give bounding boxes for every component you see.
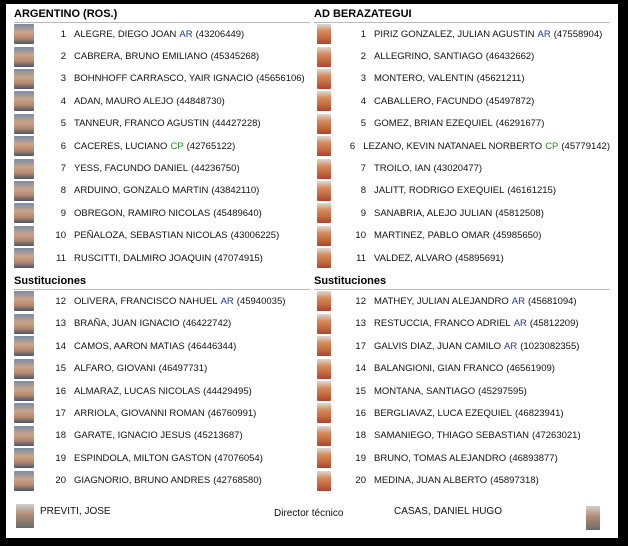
player-photo <box>317 91 331 111</box>
player-photo <box>14 114 34 134</box>
player-id: (43842110) <box>211 185 260 197</box>
player-number: 6 <box>60 140 66 152</box>
player-photo <box>14 136 34 156</box>
player-number: 19 <box>355 452 366 464</box>
player-row <box>314 447 610 469</box>
substitutions-title: Sustituciones <box>14 273 310 290</box>
player-number: 13 <box>355 318 366 330</box>
player-number: 12 <box>355 295 366 307</box>
player-photo <box>317 24 331 44</box>
player-id: (46291677) <box>495 118 545 130</box>
player-photo <box>14 426 34 446</box>
player-id: (46432662) <box>485 51 535 63</box>
team-name: ARGENTINO (ROS.) <box>14 6 310 23</box>
player-row <box>314 202 610 224</box>
player-row <box>314 23 610 45</box>
player-photo <box>317 448 331 468</box>
player-name: ALEGRE, DIEGO JOAN <box>74 28 177 40</box>
lineup-sheet <box>6 4 618 538</box>
player-photo <box>317 359 331 379</box>
player-name: CABRERA, BRUNO EMILIANO <box>74 51 208 63</box>
player-name: ALMARAZ, LUCAS NICOLAS <box>74 385 201 397</box>
player-name: ARRIOLA, GIOVANNI ROMAN <box>74 407 205 419</box>
player-id: (45897318) <box>490 475 539 487</box>
player-row <box>314 180 610 202</box>
player-row <box>314 157 610 179</box>
player-number: 17 <box>355 340 366 352</box>
player-name: LEZANO, KEVIN NATANAEL NORBERTO <box>363 140 543 152</box>
team-column-home <box>14 6 310 492</box>
player-photo <box>317 471 331 491</box>
player-photo <box>317 336 331 356</box>
player-photo <box>14 91 34 111</box>
player-number: 20 <box>355 475 366 487</box>
player-number: 8 <box>60 185 66 197</box>
player-name: JALITT, RODRIGO EXEQUIEL <box>374 185 505 197</box>
player-number: 5 <box>360 118 366 130</box>
player-name: PIRIZ GONZALEZ, JULIAN AGUSTIN <box>374 28 535 40</box>
player-row <box>14 469 310 491</box>
player-photo <box>317 69 331 89</box>
captain-tag: CP <box>545 140 559 152</box>
player-photo <box>317 426 331 446</box>
player-number: 19 <box>55 452 66 464</box>
player-row <box>314 290 610 312</box>
player-name: PEÑALOZA, SEBASTIAN NICOLAS <box>74 230 228 242</box>
player-photo <box>14 291 34 311</box>
player-photo <box>14 381 34 401</box>
player-id: (46422742) <box>182 318 232 330</box>
player-number: 3 <box>60 73 66 85</box>
player-row <box>314 335 610 357</box>
goalkeeper-tag: AR <box>504 340 518 352</box>
player-row <box>14 225 310 247</box>
player-number: 16 <box>355 407 366 419</box>
player-row <box>314 313 610 335</box>
starters-list <box>314 23 610 269</box>
player-id: (46561909) <box>506 363 555 375</box>
player-row <box>14 90 310 112</box>
coaches-footer <box>6 498 618 538</box>
player-name: MONTERO, VALENTIN <box>374 73 474 85</box>
player-name: TROILO, IAN <box>374 163 431 175</box>
player-name: GIAGNORIO, BRUNO ANDRES <box>74 475 211 487</box>
player-row <box>14 180 310 202</box>
player-number: 6 <box>349 140 356 152</box>
player-id: (45345268) <box>210 51 260 63</box>
player-name: RESTUCCIA, FRANCO ADRIEL <box>374 318 511 330</box>
player-name: ESPINDOLA, MILTON GASTON <box>74 452 212 464</box>
player-photo <box>14 314 34 334</box>
player-row <box>14 23 310 45</box>
player-id: (44429495) <box>203 385 252 397</box>
player-number: 9 <box>60 207 66 219</box>
player-row <box>14 113 310 135</box>
player-row <box>314 90 610 112</box>
player-photo <box>14 203 34 223</box>
player-photo <box>317 47 331 67</box>
player-name: YESS, FACUNDO DANIEL <box>74 163 189 175</box>
player-photo <box>14 69 34 89</box>
goalkeeper-tag: AR <box>511 295 525 307</box>
player-number: 12 <box>55 295 66 307</box>
player-name: OBREGON, RAMIRO NICOLAS <box>74 207 211 219</box>
player-id: (45621211) <box>476 73 525 85</box>
player-name: ALFARO, GIOVANI <box>74 363 156 375</box>
player-name: MEDINA, JUAN ALBERTO <box>374 475 488 487</box>
player-row <box>314 225 610 247</box>
player-photo <box>14 24 34 44</box>
player-name: CACERES, LUCIANO <box>74 140 168 152</box>
player-id: (43206449) <box>195 28 245 40</box>
captain-tag: CP <box>170 140 184 152</box>
player-id: (44427228) <box>211 118 261 130</box>
player-id: (46161215) <box>507 185 556 197</box>
coach-photo <box>586 506 600 530</box>
player-number: 7 <box>60 163 66 175</box>
player-name: BALANGIONI, GIAN FRANCO <box>374 363 504 375</box>
player-name: RUSCITTI, DALMIRO JOAQUIN <box>74 252 212 264</box>
player-number: 15 <box>355 385 366 397</box>
player-row <box>14 68 310 90</box>
substitutes-list <box>314 290 610 492</box>
player-row <box>314 247 610 269</box>
player-name: GARATE, IGNACIO JESUS <box>74 430 192 442</box>
player-name: ADAN, MAURO ALEJO <box>74 95 174 107</box>
player-row <box>14 202 310 224</box>
player-name: BOHNHOFF CARRASCO, YAIR IGNACIO <box>74 73 254 85</box>
player-name: SAMANIEGO, THIAGO SEBASTIAN <box>374 430 530 442</box>
player-id: (45297595) <box>478 385 527 397</box>
player-id: (45985650) <box>492 230 542 242</box>
player-id: (45812508) <box>495 207 544 219</box>
player-id: (44236750) <box>191 163 240 175</box>
player-row <box>314 45 610 67</box>
player-photo <box>14 448 34 468</box>
player-row <box>314 135 610 157</box>
player-number: 14 <box>355 363 366 375</box>
player-photo <box>317 248 331 268</box>
player-name: TANNEUR, FRANCO AGUSTIN <box>74 118 209 130</box>
player-name: BERGLIAVAZ, LUCA EZEQUIEL <box>374 407 512 419</box>
player-photo <box>317 291 331 311</box>
coach-photo <box>16 504 34 528</box>
player-id: (47074915) <box>214 252 263 264</box>
player-id: (46446344) <box>187 340 237 352</box>
player-number: 15 <box>55 363 66 375</box>
player-number: 18 <box>355 430 366 442</box>
player-photo <box>317 203 331 223</box>
player-photo <box>14 471 34 491</box>
player-photo <box>14 336 34 356</box>
player-number: 14 <box>55 340 66 352</box>
player-name: CAMOS, AARON MATIAS <box>74 340 185 352</box>
player-id: (44848730) <box>176 95 225 107</box>
player-number: 13 <box>55 318 66 330</box>
goalkeeper-tag: AR <box>220 295 234 307</box>
player-id: (45812209) <box>529 318 579 330</box>
player-name: SANABRIA, ALEJO JULIAN <box>374 207 493 219</box>
player-row <box>314 402 610 424</box>
player-number: 11 <box>356 252 366 264</box>
player-photo <box>14 359 34 379</box>
team-name: AD BERAZATEGUI <box>314 6 610 23</box>
player-row <box>314 357 610 379</box>
away-coach-name: CASAS, DANIEL HUGO <box>394 506 502 517</box>
player-photo <box>317 181 331 201</box>
player-photo <box>317 114 331 134</box>
starters-list <box>14 23 310 269</box>
player-id: (1023082355) <box>520 340 580 352</box>
player-photo <box>14 248 34 268</box>
player-number: 18 <box>55 430 66 442</box>
player-number: 8 <box>360 185 366 197</box>
player-number: 4 <box>360 95 366 107</box>
player-row <box>314 113 610 135</box>
player-photo <box>317 314 331 334</box>
player-name: MARTINEZ, PABLO OMAR <box>374 230 490 242</box>
player-row <box>314 425 610 447</box>
player-photo <box>317 381 331 401</box>
player-number: 2 <box>360 51 366 63</box>
player-number: 1 <box>360 28 366 40</box>
player-row <box>14 135 310 157</box>
player-id: (47558904) <box>553 28 603 40</box>
player-name: OLIVERA, FRANCISCO NAHUEL <box>74 295 218 307</box>
goalkeeper-tag: AR <box>537 28 551 40</box>
substitutions-title: Sustituciones <box>314 273 610 290</box>
player-row <box>14 45 310 67</box>
player-photo <box>317 226 331 246</box>
player-number: 10 <box>55 230 66 242</box>
player-name: ALLEGRINO, SANTIAGO <box>374 51 483 63</box>
player-id: (47263021) <box>532 430 581 442</box>
player-number: 4 <box>60 95 66 107</box>
player-photo <box>14 159 34 179</box>
player-name: CABALLERO, FACUNDO <box>374 95 483 107</box>
player-row <box>14 335 310 357</box>
player-id: (43020477) <box>433 163 483 175</box>
player-number: 3 <box>360 73 366 85</box>
player-id: (47076054) <box>214 452 263 464</box>
player-id: (45779142) <box>561 140 610 152</box>
player-number: 1 <box>60 28 66 40</box>
player-photo <box>14 47 34 67</box>
player-number: 20 <box>55 475 66 487</box>
player-name: BRAÑA, JUAN IGNACIO <box>74 318 180 330</box>
player-row <box>314 380 610 402</box>
player-id: (45895691) <box>455 252 504 264</box>
player-number: 7 <box>360 163 366 175</box>
player-id: (45656106) <box>256 73 305 85</box>
player-row <box>14 425 310 447</box>
player-name: GOMEZ, BRIAN EZEQUIEL <box>374 118 493 130</box>
player-number: 10 <box>355 230 366 242</box>
goalkeeper-tag: AR <box>513 318 527 330</box>
goalkeeper-tag: AR <box>179 28 193 40</box>
player-row <box>14 447 310 469</box>
player-id: (46760991) <box>207 407 257 419</box>
player-number: 11 <box>56 252 66 264</box>
player-id: (42768580) <box>213 475 262 487</box>
player-row <box>314 68 610 90</box>
player-name: MATHEY, JULIAN ALEJANDRO <box>374 295 509 307</box>
player-id: (46893877) <box>509 452 558 464</box>
player-name: BRUNO, TOMAS ALEJANDRO <box>374 452 507 464</box>
coach-role-label: Director técnico <box>274 508 344 519</box>
player-number: 17 <box>55 407 66 419</box>
player-id: (42765122) <box>186 140 236 152</box>
player-id: (45213687) <box>194 430 243 442</box>
player-number: 9 <box>360 207 366 219</box>
player-id: (43006225) <box>230 230 280 242</box>
player-row <box>14 157 310 179</box>
player-photo <box>317 403 331 423</box>
player-photo <box>14 226 34 246</box>
player-photo <box>317 136 331 156</box>
team-column-away <box>314 6 610 492</box>
player-id: (46497731) <box>158 363 208 375</box>
player-photo <box>14 403 34 423</box>
player-name: GALVIS DIAZ, JUAN CAMILO <box>374 340 502 352</box>
player-name: VALDEZ, ALVARO <box>374 252 453 264</box>
player-row <box>14 247 310 269</box>
player-id: (45497872) <box>485 95 535 107</box>
player-id: (45940035) <box>236 295 286 307</box>
substitutes-list <box>14 290 310 492</box>
player-row <box>14 380 310 402</box>
player-name: MONTANA, SANTIAGO <box>374 385 476 397</box>
player-id: (45489640) <box>213 207 262 219</box>
player-row <box>14 402 310 424</box>
player-id: (46823941) <box>514 407 564 419</box>
player-row <box>314 469 610 491</box>
player-photo <box>14 181 34 201</box>
player-id: (45681094) <box>528 295 577 307</box>
player-name: ARDUINO, GONZALO MARTIN <box>74 185 209 197</box>
player-row <box>14 357 310 379</box>
player-number: 5 <box>60 118 66 130</box>
home-coach-name: PREVITI, JOSE <box>40 506 111 517</box>
player-photo <box>317 159 331 179</box>
player-number: 2 <box>60 51 66 63</box>
player-number: 16 <box>55 385 66 397</box>
player-row <box>14 290 310 312</box>
player-row <box>14 313 310 335</box>
